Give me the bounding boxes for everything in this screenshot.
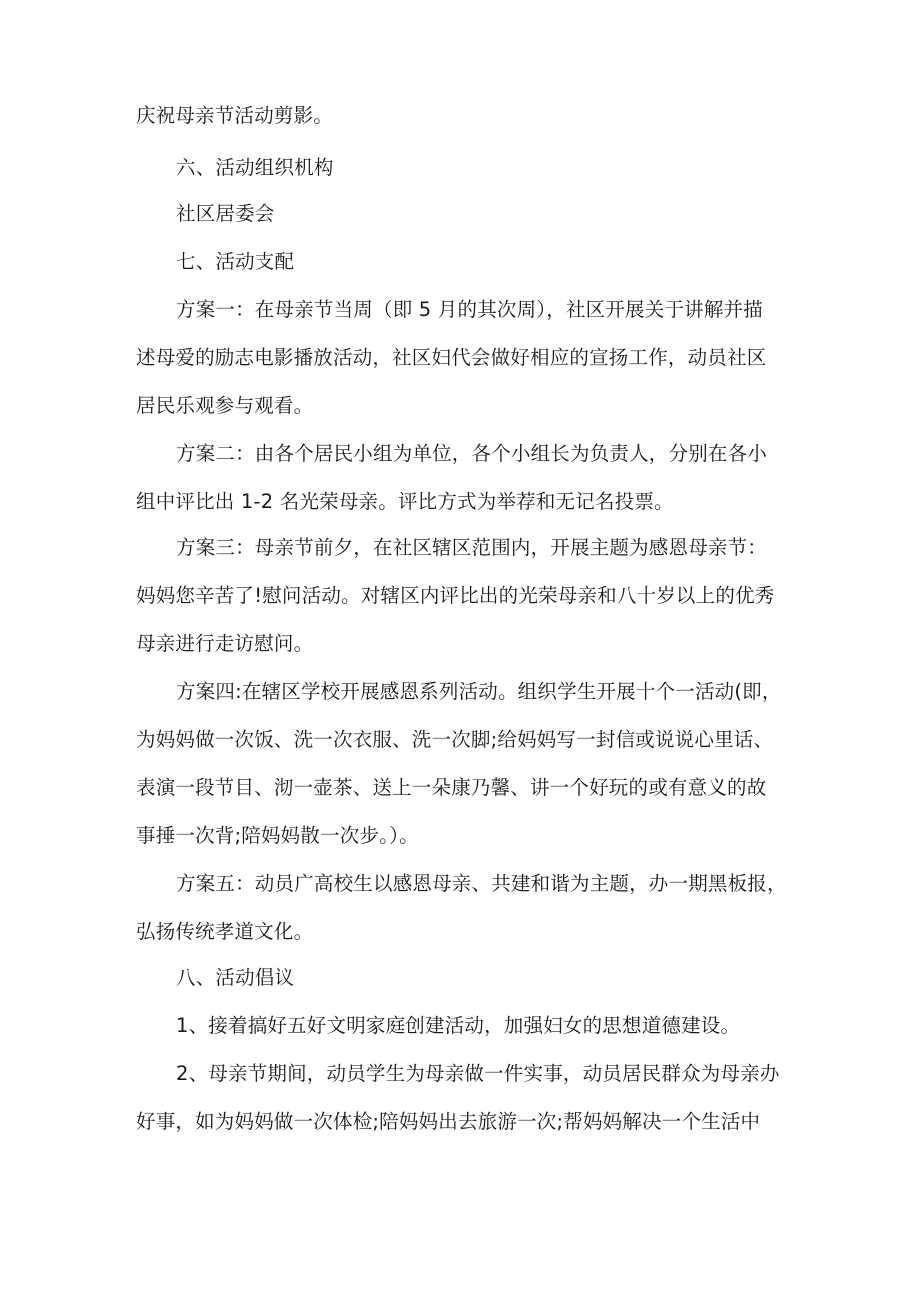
text-line: 妈妈您辛苦了!慰问活动。对辖区内评比出的光荣母亲和八十岁以上的优秀 bbox=[136, 584, 775, 607]
text-line: 方案二：由各个居民小组为单位，各个小组长为负责人，分别在各小 bbox=[176, 442, 768, 465]
text-line: 方案五：动员广高校生以感恩母亲、共建和谐为主题，办一期黑板报， bbox=[176, 872, 787, 895]
text-line: 为妈妈做一次饭、洗一次衣服、洗一次脚;给妈妈写一封信或说说心里话、 bbox=[136, 728, 774, 751]
text-line: 方案四:在辖区学校开展感恩系列活动。组织学生开展十个一活动(即， bbox=[176, 680, 782, 703]
text-line: 1、接着搞好五好文明家庭创建活动，加强妇女的思想道德建设。 bbox=[176, 1014, 741, 1037]
paragraph-proposal-2 bbox=[136, 1050, 796, 1146]
text-line: 事捶一次背;陪妈妈散一次步。）。 bbox=[136, 824, 419, 847]
paragraph-proposal-1 bbox=[136, 1002, 836, 1050]
text-line: 七、活动支配 bbox=[176, 250, 295, 273]
text-line: 述母爱的励志电影播放活动，社区妇代会做好相应的宣扬工作，动员社区 bbox=[136, 346, 767, 369]
section-heading-8 bbox=[136, 954, 836, 1002]
paragraph-plan-1 bbox=[136, 286, 796, 430]
text-line: 庆祝母亲节活动剪影。 bbox=[136, 104, 334, 127]
paragraph-intro-end bbox=[136, 92, 796, 140]
text-line: 弘扬传统孝道文化。 bbox=[136, 920, 314, 943]
text-line: 组中评比出 1-2 名光荣母亲。评比方式为举荐和无记名投票。 bbox=[136, 490, 674, 513]
text-line: 表演一段节目、沏一壶茶、送上一朵康乃馨、讲一个好玩的或有意义的故 bbox=[136, 776, 767, 799]
text-line: 好事，如为妈妈做一次体检;陪妈妈出去旅游一次;帮妈妈解决一个生活中 bbox=[136, 1110, 761, 1133]
text-line: 居民乐观参与观看。 bbox=[136, 394, 314, 417]
text-line: 六、活动组织机构 bbox=[176, 156, 334, 179]
text-line: 社区居委会 bbox=[176, 202, 275, 225]
text-line: 2、母亲节期间，动员学生为母亲做一件实事，动员居民群众为母亲办 bbox=[176, 1062, 780, 1085]
paragraph-plan-4 bbox=[136, 668, 796, 860]
paragraph-plan-2 bbox=[136, 430, 796, 526]
text-line: 母亲进行走访慰问。 bbox=[136, 632, 314, 655]
text-line: 八、活动倡议 bbox=[176, 966, 295, 989]
paragraph-plan-3 bbox=[136, 524, 796, 668]
text-line: 方案一：在母亲节当周（即 5 月的其次周），社区开展关于讲解并描 bbox=[176, 298, 763, 321]
section-heading-7 bbox=[136, 238, 836, 286]
section-heading-6 bbox=[136, 144, 836, 192]
paragraph-organizer bbox=[136, 190, 836, 238]
paragraph-plan-5 bbox=[136, 860, 796, 956]
text-line: 方案三：母亲节前夕，在社区辖区范围内，开展主题为感恩母亲节： bbox=[176, 536, 768, 559]
